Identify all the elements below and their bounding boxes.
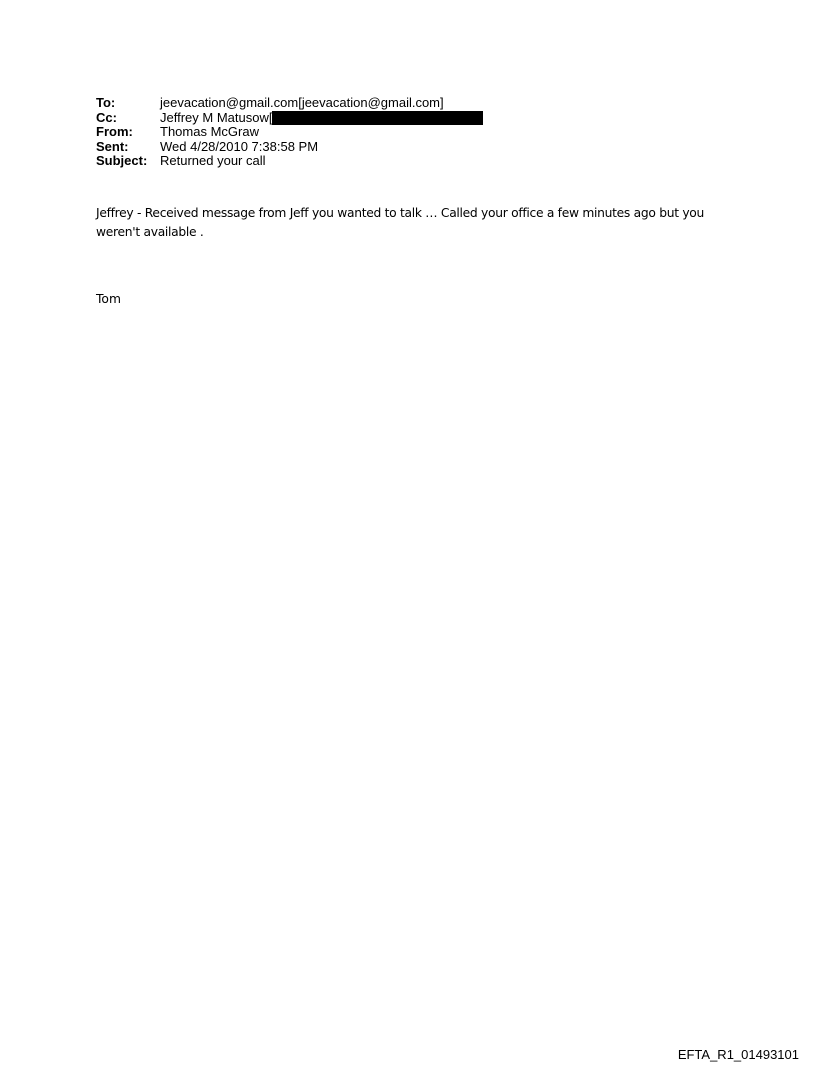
- email-signature: Tom: [96, 292, 121, 306]
- to-row: [96, 96, 483, 111]
- subject-value: Returned your call: [160, 153, 266, 169]
- cc-row: [96, 111, 483, 126]
- from-label: From:: [96, 124, 133, 140]
- from-row: [96, 125, 483, 140]
- to-value: jeevacation@gmail.com[jeevacation@gmail.com]: [160, 95, 444, 110]
- cc-value-wrap: [160, 111, 483, 126]
- from-value: Thomas McGraw: [160, 124, 259, 140]
- redaction-block: [272, 111, 483, 125]
- cc-value: Jeffrey M Matusow[: [160, 109, 273, 125]
- email-body: Jeffrey - Received message from Jeff you wanted to talk … Called your office a few minutes ago but you weren't available .: [96, 206, 705, 239]
- cc-label: Cc:: [96, 109, 117, 125]
- sent-value: Wed 4/28/2010 7:38:58 PM: [160, 138, 319, 154]
- sent-label: Sent:: [96, 138, 129, 154]
- subject-row: [96, 154, 483, 169]
- sent-row: [96, 140, 483, 155]
- email-header: [96, 96, 483, 169]
- to-label: To:: [96, 95, 116, 110]
- document-id: EFTA_R1_01493101: [677, 1047, 799, 1062]
- subject-label: Subject:: [96, 153, 148, 169]
